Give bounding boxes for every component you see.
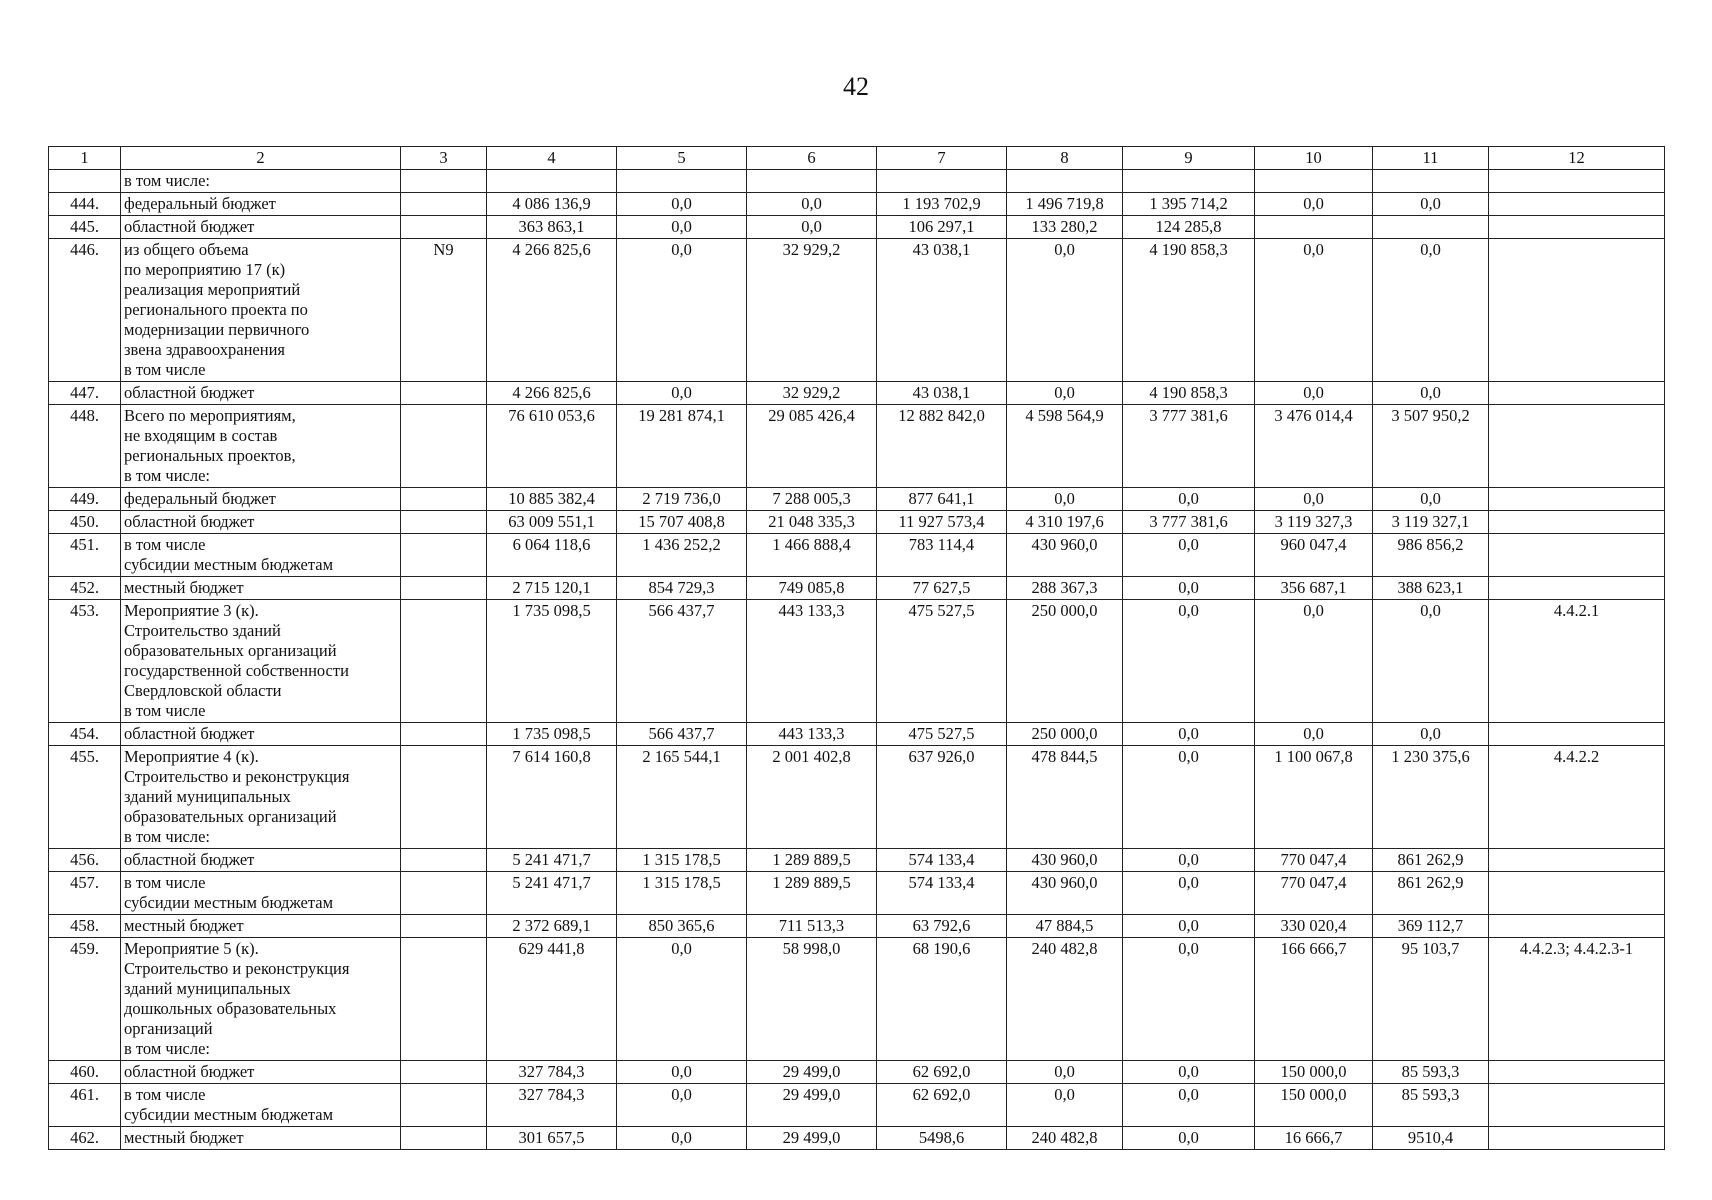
value-cell-col-7: 63 792,6 bbox=[877, 915, 1007, 938]
row-name: местный бюджет bbox=[121, 915, 401, 938]
value-cell-col-5: 0,0 bbox=[617, 1127, 747, 1150]
column-header-10: 10 bbox=[1255, 147, 1373, 170]
row-code bbox=[401, 746, 487, 849]
row-name: областной бюджет bbox=[121, 723, 401, 746]
row-number: 452. bbox=[49, 577, 121, 600]
value-cell-col-6: 749 085,8 bbox=[747, 577, 877, 600]
row-name: Всего по мероприятиям, не входящим в состав региональных проектов, в том числе: bbox=[121, 405, 401, 488]
value-cell-col-6: 1 289 889,5 bbox=[747, 849, 877, 872]
value-cell-col-8: 4 310 197,6 bbox=[1007, 511, 1123, 534]
value-cell-col-7: 106 297,1 bbox=[877, 216, 1007, 239]
value-cell-col-9: 0,0 bbox=[1123, 600, 1255, 723]
value-cell-col-7: 475 527,5 bbox=[877, 600, 1007, 723]
row-code bbox=[401, 511, 487, 534]
value-cell-col-10: 0,0 bbox=[1255, 488, 1373, 511]
value-cell-col-8: 133 280,2 bbox=[1007, 216, 1123, 239]
row-code bbox=[401, 534, 487, 577]
value-cell-col-4: 4 266 825,6 bbox=[487, 239, 617, 382]
row-number: 450. bbox=[49, 511, 121, 534]
row-reference: 4.4.2.2 bbox=[1489, 746, 1665, 849]
table-row bbox=[49, 193, 1665, 216]
value-cell-col-11: 861 262,9 bbox=[1373, 872, 1489, 915]
value-cell-col-11: 388 623,1 bbox=[1373, 577, 1489, 600]
table-row bbox=[49, 600, 1665, 723]
value-cell-col-10: 0,0 bbox=[1255, 723, 1373, 746]
value-cell-col-4: 1 735 098,5 bbox=[487, 723, 617, 746]
row-number: 455. bbox=[49, 746, 121, 849]
value-cell-col-6 bbox=[747, 170, 877, 193]
value-cell-col-9: 0,0 bbox=[1123, 577, 1255, 600]
value-cell-col-7: 11 927 573,4 bbox=[877, 511, 1007, 534]
value-cell-col-9: 0,0 bbox=[1123, 723, 1255, 746]
row-reference bbox=[1489, 193, 1665, 216]
row-reference bbox=[1489, 1127, 1665, 1150]
value-cell-col-4: 7 614 160,8 bbox=[487, 746, 617, 849]
row-code bbox=[401, 723, 487, 746]
row-code bbox=[401, 488, 487, 511]
value-cell-col-7: 574 133,4 bbox=[877, 872, 1007, 915]
value-cell-col-5: 0,0 bbox=[617, 216, 747, 239]
value-cell-col-11: 861 262,9 bbox=[1373, 849, 1489, 872]
value-cell-col-5: 0,0 bbox=[617, 1061, 747, 1084]
value-cell-col-5: 854 729,3 bbox=[617, 577, 747, 600]
value-cell-col-9 bbox=[1123, 170, 1255, 193]
value-cell-col-4: 4 266 825,6 bbox=[487, 382, 617, 405]
value-cell-col-8: 288 367,3 bbox=[1007, 577, 1123, 600]
column-header-9: 9 bbox=[1123, 147, 1255, 170]
value-cell-col-11: 85 593,3 bbox=[1373, 1061, 1489, 1084]
row-code bbox=[401, 849, 487, 872]
value-cell-col-6: 29 499,0 bbox=[747, 1127, 877, 1150]
value-cell-col-4: 1 735 098,5 bbox=[487, 600, 617, 723]
value-cell-col-5: 1 436 252,2 bbox=[617, 534, 747, 577]
row-code bbox=[401, 577, 487, 600]
value-cell-col-8: 478 844,5 bbox=[1007, 746, 1123, 849]
value-cell-col-11: 986 856,2 bbox=[1373, 534, 1489, 577]
row-number: 459. bbox=[49, 938, 121, 1061]
value-cell-col-10 bbox=[1255, 216, 1373, 239]
row-name: местный бюджет bbox=[121, 577, 401, 600]
value-cell-col-11 bbox=[1373, 170, 1489, 193]
value-cell-col-10: 330 020,4 bbox=[1255, 915, 1373, 938]
value-cell-col-8: 240 482,8 bbox=[1007, 938, 1123, 1061]
value-cell-col-9: 0,0 bbox=[1123, 488, 1255, 511]
row-name: областной бюджет bbox=[121, 1061, 401, 1084]
value-cell-col-10: 3 476 014,4 bbox=[1255, 405, 1373, 488]
column-header-1: 1 bbox=[49, 147, 121, 170]
value-cell-col-7: 62 692,0 bbox=[877, 1061, 1007, 1084]
column-header-6: 6 bbox=[747, 147, 877, 170]
column-header-7: 7 bbox=[877, 147, 1007, 170]
value-cell-col-5 bbox=[617, 170, 747, 193]
value-cell-col-6: 29 499,0 bbox=[747, 1061, 877, 1084]
value-cell-col-9: 0,0 bbox=[1123, 872, 1255, 915]
table-row bbox=[49, 534, 1665, 577]
column-header-4: 4 bbox=[487, 147, 617, 170]
value-cell-col-4: 63 009 551,1 bbox=[487, 511, 617, 534]
value-cell-col-10: 1 100 067,8 bbox=[1255, 746, 1373, 849]
value-cell-col-8: 0,0 bbox=[1007, 488, 1123, 511]
table-row bbox=[49, 170, 1665, 193]
value-cell-col-5: 0,0 bbox=[617, 239, 747, 382]
value-cell-col-8: 430 960,0 bbox=[1007, 534, 1123, 577]
row-number: 444. bbox=[49, 193, 121, 216]
table-row bbox=[49, 488, 1665, 511]
value-cell-col-4: 6 064 118,6 bbox=[487, 534, 617, 577]
value-cell-col-5: 0,0 bbox=[617, 382, 747, 405]
row-number: 460. bbox=[49, 1061, 121, 1084]
table-row bbox=[49, 511, 1665, 534]
value-cell-col-11: 0,0 bbox=[1373, 488, 1489, 511]
value-cell-col-8: 0,0 bbox=[1007, 1084, 1123, 1127]
value-cell-col-10: 150 000,0 bbox=[1255, 1084, 1373, 1127]
row-code bbox=[401, 1084, 487, 1127]
row-number: 458. bbox=[49, 915, 121, 938]
value-cell-col-8: 1 496 719,8 bbox=[1007, 193, 1123, 216]
row-reference bbox=[1489, 239, 1665, 382]
value-cell-col-6: 711 513,3 bbox=[747, 915, 877, 938]
value-cell-col-11: 0,0 bbox=[1373, 600, 1489, 723]
value-cell-col-4: 301 657,5 bbox=[487, 1127, 617, 1150]
value-cell-col-11: 0,0 bbox=[1373, 382, 1489, 405]
value-cell-col-11 bbox=[1373, 216, 1489, 239]
value-cell-col-9: 0,0 bbox=[1123, 1084, 1255, 1127]
value-cell-col-7 bbox=[877, 170, 1007, 193]
row-name: областной бюджет bbox=[121, 511, 401, 534]
value-cell-col-9: 3 777 381,6 bbox=[1123, 405, 1255, 488]
value-cell-col-5: 0,0 bbox=[617, 1084, 747, 1127]
row-number bbox=[49, 170, 121, 193]
value-cell-col-9: 0,0 bbox=[1123, 746, 1255, 849]
value-cell-col-4: 327 784,3 bbox=[487, 1084, 617, 1127]
row-number: 449. bbox=[49, 488, 121, 511]
row-reference bbox=[1489, 534, 1665, 577]
value-cell-col-9: 124 285,8 bbox=[1123, 216, 1255, 239]
row-name: местный бюджет bbox=[121, 1127, 401, 1150]
table-row bbox=[49, 915, 1665, 938]
value-cell-col-7: 12 882 842,0 bbox=[877, 405, 1007, 488]
row-name: Мероприятие 3 (к). Строительство зданий образовательных организаций государственной собственности Свердловской области в том числе bbox=[121, 600, 401, 723]
value-cell-col-9: 0,0 bbox=[1123, 534, 1255, 577]
row-number: 462. bbox=[49, 1127, 121, 1150]
table-row bbox=[49, 1127, 1665, 1150]
table-row bbox=[49, 938, 1665, 1061]
value-cell-col-9: 0,0 bbox=[1123, 1061, 1255, 1084]
value-cell-col-7: 637 926,0 bbox=[877, 746, 1007, 849]
value-cell-col-7: 5498,6 bbox=[877, 1127, 1007, 1150]
row-name: федеральный бюджет bbox=[121, 193, 401, 216]
value-cell-col-9: 0,0 bbox=[1123, 938, 1255, 1061]
value-cell-col-10: 960 047,4 bbox=[1255, 534, 1373, 577]
value-cell-col-10: 150 000,0 bbox=[1255, 1061, 1373, 1084]
row-name: в том числе субсидии местным бюджетам bbox=[121, 872, 401, 915]
row-reference bbox=[1489, 1061, 1665, 1084]
table-row bbox=[49, 872, 1665, 915]
value-cell-col-9: 4 190 858,3 bbox=[1123, 239, 1255, 382]
value-cell-col-10: 166 666,7 bbox=[1255, 938, 1373, 1061]
value-cell-col-8: 430 960,0 bbox=[1007, 849, 1123, 872]
value-cell-col-8: 250 000,0 bbox=[1007, 723, 1123, 746]
value-cell-col-10 bbox=[1255, 170, 1373, 193]
row-number: 454. bbox=[49, 723, 121, 746]
value-cell-col-9: 1 395 714,2 bbox=[1123, 193, 1255, 216]
value-cell-col-4: 10 885 382,4 bbox=[487, 488, 617, 511]
value-cell-col-10: 16 666,7 bbox=[1255, 1127, 1373, 1150]
budget-table bbox=[48, 146, 1665, 1150]
row-number: 453. bbox=[49, 600, 121, 723]
value-cell-col-7: 1 193 702,9 bbox=[877, 193, 1007, 216]
value-cell-col-10: 770 047,4 bbox=[1255, 849, 1373, 872]
value-cell-col-9: 0,0 bbox=[1123, 915, 1255, 938]
value-cell-col-11: 3 119 327,1 bbox=[1373, 511, 1489, 534]
row-name: Мероприятие 4 (к). Строительство и реконструкция зданий муниципальных образовательных организаций в том числе: bbox=[121, 746, 401, 849]
value-cell-col-8: 4 598 564,9 bbox=[1007, 405, 1123, 488]
table-row bbox=[49, 746, 1665, 849]
row-name: в том числе субсидии местным бюджетам bbox=[121, 1084, 401, 1127]
row-code bbox=[401, 938, 487, 1061]
value-cell-col-8: 47 884,5 bbox=[1007, 915, 1123, 938]
value-cell-col-5: 2 719 736,0 bbox=[617, 488, 747, 511]
table-row bbox=[49, 239, 1665, 382]
table-row bbox=[49, 382, 1665, 405]
value-cell-col-7: 574 133,4 bbox=[877, 849, 1007, 872]
value-cell-col-6: 32 929,2 bbox=[747, 239, 877, 382]
row-number: 461. bbox=[49, 1084, 121, 1127]
row-code bbox=[401, 1127, 487, 1150]
value-cell-col-6: 1 289 889,5 bbox=[747, 872, 877, 915]
table-row bbox=[49, 723, 1665, 746]
value-cell-col-11: 0,0 bbox=[1373, 723, 1489, 746]
column-header-8: 8 bbox=[1007, 147, 1123, 170]
table-row bbox=[49, 849, 1665, 872]
row-name: в том числе субсидии местным бюджетам bbox=[121, 534, 401, 577]
value-cell-col-8 bbox=[1007, 170, 1123, 193]
value-cell-col-6: 0,0 bbox=[747, 216, 877, 239]
value-cell-col-10: 0,0 bbox=[1255, 600, 1373, 723]
value-cell-col-8: 0,0 bbox=[1007, 1061, 1123, 1084]
value-cell-col-11: 3 507 950,2 bbox=[1373, 405, 1489, 488]
value-cell-col-4: 5 241 471,7 bbox=[487, 872, 617, 915]
value-cell-col-4: 629 441,8 bbox=[487, 938, 617, 1061]
value-cell-col-11: 1 230 375,6 bbox=[1373, 746, 1489, 849]
value-cell-col-6: 21 048 335,3 bbox=[747, 511, 877, 534]
value-cell-col-7: 43 038,1 bbox=[877, 239, 1007, 382]
value-cell-col-11: 369 112,7 bbox=[1373, 915, 1489, 938]
value-cell-col-8: 240 482,8 bbox=[1007, 1127, 1123, 1150]
row-name: областной бюджет bbox=[121, 216, 401, 239]
value-cell-col-11: 0,0 bbox=[1373, 239, 1489, 382]
row-number: 447. bbox=[49, 382, 121, 405]
value-cell-col-11: 95 103,7 bbox=[1373, 938, 1489, 1061]
value-cell-col-6: 7 288 005,3 bbox=[747, 488, 877, 511]
row-code bbox=[401, 193, 487, 216]
value-cell-col-5: 850 365,6 bbox=[617, 915, 747, 938]
row-name: из общего объема по мероприятию 17 (к) реализация мероприятий регионального проекта по модернизации первичного звена здравоохранения в том числе bbox=[121, 239, 401, 382]
row-reference: 4.4.2.3; 4.4.2.3-1 bbox=[1489, 938, 1665, 1061]
value-cell-col-11: 0,0 bbox=[1373, 193, 1489, 216]
row-code: N9 bbox=[401, 239, 487, 382]
row-reference: 4.4.2.1 bbox=[1489, 600, 1665, 723]
column-header-12: 12 bbox=[1489, 147, 1665, 170]
value-cell-col-5: 15 707 408,8 bbox=[617, 511, 747, 534]
value-cell-col-7: 77 627,5 bbox=[877, 577, 1007, 600]
row-number: 448. bbox=[49, 405, 121, 488]
value-cell-col-4: 76 610 053,6 bbox=[487, 405, 617, 488]
value-cell-col-7: 475 527,5 bbox=[877, 723, 1007, 746]
value-cell-col-8: 250 000,0 bbox=[1007, 600, 1123, 723]
row-code bbox=[401, 915, 487, 938]
table-row bbox=[49, 1061, 1665, 1084]
row-code bbox=[401, 216, 487, 239]
column-header-2: 2 bbox=[121, 147, 401, 170]
value-cell-col-6: 58 998,0 bbox=[747, 938, 877, 1061]
row-reference bbox=[1489, 1084, 1665, 1127]
row-reference bbox=[1489, 577, 1665, 600]
table-row bbox=[49, 216, 1665, 239]
value-cell-col-6: 29 085 426,4 bbox=[747, 405, 877, 488]
row-number: 446. bbox=[49, 239, 121, 382]
table-row bbox=[49, 405, 1665, 488]
value-cell-col-11: 85 593,3 bbox=[1373, 1084, 1489, 1127]
value-cell-col-11: 9510,4 bbox=[1373, 1127, 1489, 1150]
value-cell-col-4: 2 372 689,1 bbox=[487, 915, 617, 938]
value-cell-col-7: 68 190,6 bbox=[877, 938, 1007, 1061]
value-cell-col-10: 770 047,4 bbox=[1255, 872, 1373, 915]
row-reference bbox=[1489, 170, 1665, 193]
page-number: 42 bbox=[843, 72, 869, 101]
row-reference bbox=[1489, 216, 1665, 239]
column-number-row bbox=[49, 147, 1665, 170]
column-header-3: 3 bbox=[401, 147, 487, 170]
value-cell-col-6: 32 929,2 bbox=[747, 382, 877, 405]
value-cell-col-5: 566 437,7 bbox=[617, 600, 747, 723]
row-code bbox=[401, 405, 487, 488]
value-cell-col-4 bbox=[487, 170, 617, 193]
row-reference bbox=[1489, 511, 1665, 534]
value-cell-col-5: 2 165 544,1 bbox=[617, 746, 747, 849]
column-header-11: 11 bbox=[1373, 147, 1489, 170]
value-cell-col-10: 0,0 bbox=[1255, 239, 1373, 382]
row-name: областной бюджет bbox=[121, 382, 401, 405]
value-cell-col-9: 4 190 858,3 bbox=[1123, 382, 1255, 405]
value-cell-col-4: 5 241 471,7 bbox=[487, 849, 617, 872]
row-number: 457. bbox=[49, 872, 121, 915]
row-name: в том числе: bbox=[121, 170, 401, 193]
value-cell-col-6: 29 499,0 bbox=[747, 1084, 877, 1127]
value-cell-col-7: 43 038,1 bbox=[877, 382, 1007, 405]
row-reference bbox=[1489, 723, 1665, 746]
value-cell-col-9: 0,0 bbox=[1123, 849, 1255, 872]
value-cell-col-6: 1 466 888,4 bbox=[747, 534, 877, 577]
value-cell-col-4: 2 715 120,1 bbox=[487, 577, 617, 600]
row-reference bbox=[1489, 488, 1665, 511]
value-cell-col-8: 430 960,0 bbox=[1007, 872, 1123, 915]
value-cell-col-7: 783 114,4 bbox=[877, 534, 1007, 577]
value-cell-col-8: 0,0 bbox=[1007, 382, 1123, 405]
value-cell-col-5: 19 281 874,1 bbox=[617, 405, 747, 488]
value-cell-col-6: 443 133,3 bbox=[747, 723, 877, 746]
value-cell-col-7: 62 692,0 bbox=[877, 1084, 1007, 1127]
value-cell-col-6: 2 001 402,8 bbox=[747, 746, 877, 849]
row-code bbox=[401, 1061, 487, 1084]
value-cell-col-5: 566 437,7 bbox=[617, 723, 747, 746]
value-cell-col-5: 0,0 bbox=[617, 193, 747, 216]
row-reference bbox=[1489, 915, 1665, 938]
value-cell-col-6: 443 133,3 bbox=[747, 600, 877, 723]
value-cell-col-10: 0,0 bbox=[1255, 382, 1373, 405]
value-cell-col-10: 356 687,1 bbox=[1255, 577, 1373, 600]
column-header-5: 5 bbox=[617, 147, 747, 170]
row-code bbox=[401, 382, 487, 405]
value-cell-col-4: 327 784,3 bbox=[487, 1061, 617, 1084]
value-cell-col-10: 0,0 bbox=[1255, 193, 1373, 216]
row-name: федеральный бюджет bbox=[121, 488, 401, 511]
row-number: 456. bbox=[49, 849, 121, 872]
value-cell-col-5: 1 315 178,5 bbox=[617, 849, 747, 872]
value-cell-col-10: 3 119 327,3 bbox=[1255, 511, 1373, 534]
value-cell-col-9: 0,0 bbox=[1123, 1127, 1255, 1150]
row-code bbox=[401, 872, 487, 915]
value-cell-col-7: 877 641,1 bbox=[877, 488, 1007, 511]
row-code bbox=[401, 170, 487, 193]
row-reference bbox=[1489, 872, 1665, 915]
value-cell-col-9: 3 777 381,6 bbox=[1123, 511, 1255, 534]
row-number: 451. bbox=[49, 534, 121, 577]
value-cell-col-5: 1 315 178,5 bbox=[617, 872, 747, 915]
row-code bbox=[401, 600, 487, 723]
value-cell-col-4: 363 863,1 bbox=[487, 216, 617, 239]
row-number: 445. bbox=[49, 216, 121, 239]
table-row bbox=[49, 577, 1665, 600]
row-reference bbox=[1489, 849, 1665, 872]
value-cell-col-5: 0,0 bbox=[617, 938, 747, 1061]
row-name: областной бюджет bbox=[121, 849, 401, 872]
value-cell-col-6: 0,0 bbox=[747, 193, 877, 216]
row-name: Мероприятие 5 (к). Строительство и реконструкция зданий муниципальных дошкольных образовательных организаций в том числе: bbox=[121, 938, 401, 1061]
value-cell-col-4: 4 086 136,9 bbox=[487, 193, 617, 216]
row-reference bbox=[1489, 405, 1665, 488]
value-cell-col-8: 0,0 bbox=[1007, 239, 1123, 382]
row-reference bbox=[1489, 382, 1665, 405]
table-row bbox=[49, 1084, 1665, 1127]
